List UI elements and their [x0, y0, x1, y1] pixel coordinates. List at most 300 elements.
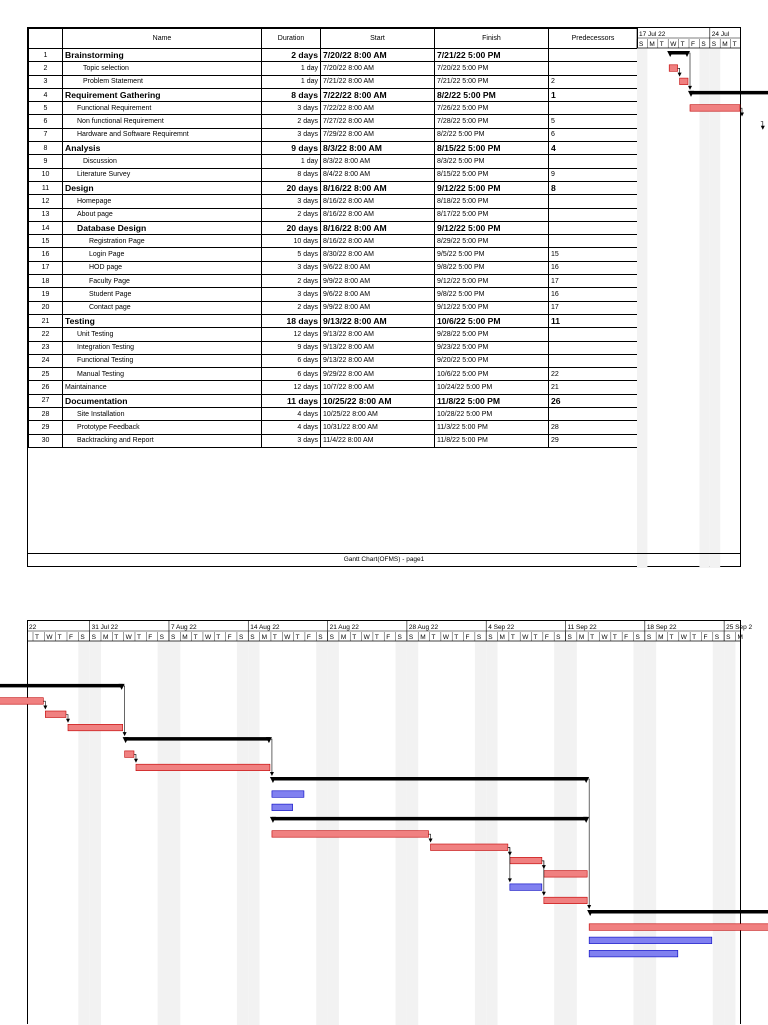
task-start-cell: 8/16/22 8:00 AM: [321, 235, 435, 248]
day-letter: W: [284, 634, 291, 641]
task-table-body: [29, 49, 638, 448]
day-letter: S: [250, 634, 255, 641]
task-predecessors-cell: [549, 49, 638, 62]
table-row: [29, 62, 638, 75]
dependency-arrowhead: [429, 839, 433, 843]
task-duration-cell: 9 days: [262, 341, 321, 354]
day-letter: S: [476, 634, 482, 641]
task-bar: [45, 711, 66, 718]
task-name-cell: Analysis: [63, 142, 262, 155]
day-letter: S: [711, 41, 717, 48]
task-predecessors-cell: [549, 328, 638, 341]
task-finish-cell: 9/20/22 5:00 PM: [435, 354, 549, 367]
table-row: [29, 235, 638, 248]
task-id-cell: 23: [29, 341, 63, 354]
task-bar: [544, 871, 587, 878]
task-bar: [272, 831, 429, 838]
day-letter: T: [612, 634, 617, 641]
task-id-cell: 14: [29, 221, 63, 234]
col-predecessors-header: Predecessors: [549, 29, 638, 49]
table-row: [29, 181, 638, 194]
task-finish-cell: 9/12/22 5:00 PM: [435, 301, 549, 314]
task-duration-cell: 8 days: [262, 88, 321, 101]
task-name-cell: Topic selection: [63, 62, 262, 75]
task-duration-cell: 3 days: [262, 261, 321, 274]
day-letter: S: [701, 41, 706, 48]
day-letter: S: [318, 634, 323, 641]
day-letter: T: [374, 634, 379, 641]
weekend-stripe: [78, 641, 89, 1025]
task-start-cell: 9/29/22 8:00 AM: [321, 368, 435, 381]
week-label: 18 Sep 22: [646, 624, 677, 631]
task-finish-cell: 11/8/22 5:00 PM: [435, 434, 549, 447]
task-id-cell: 5: [29, 102, 63, 115]
task-start-cell: 8/30/22 8:00 AM: [321, 248, 435, 261]
dependency-arrowhead: [740, 113, 744, 117]
table-row: [29, 49, 638, 62]
task-id-cell: 2: [29, 62, 63, 75]
day-letter: S: [556, 634, 561, 641]
day-letter: F: [227, 634, 232, 641]
day-letter: T: [590, 634, 595, 641]
task-finish-cell: 8/17/22 5:00 PM: [435, 208, 549, 221]
task-predecessors-cell: 8: [549, 181, 638, 194]
task-duration-cell: 20 days: [262, 221, 321, 234]
task-finish-cell: 9/12/22 5:00 PM: [435, 221, 549, 234]
task-finish-cell: 8/2/22 5:00 PM: [435, 128, 549, 141]
task-bar: [272, 804, 293, 811]
task-id-cell: 15: [29, 235, 63, 248]
task-id-cell: 10: [29, 168, 63, 181]
col-finish-header: Finish: [435, 29, 549, 49]
task-name-cell: Homepage: [63, 195, 262, 208]
weekend-stripe: [645, 641, 656, 1025]
table-row: [29, 421, 638, 434]
day-letter: T: [114, 634, 119, 641]
task-name-cell: Integration Testing: [63, 341, 262, 354]
table-row: [29, 128, 638, 141]
day-letter: T: [193, 634, 198, 641]
task-duration-cell: 8 days: [262, 168, 321, 181]
task-bar: [544, 897, 587, 904]
task-start-cell: 8/3/22 8:00 AM: [321, 155, 435, 168]
day-letter: T: [454, 634, 459, 641]
task-name-cell: Maintainance: [63, 381, 262, 394]
day-letter: M: [722, 41, 728, 48]
task-predecessors-cell: 21: [549, 381, 638, 394]
day-letter: W: [363, 634, 370, 641]
dependency-line: [587, 779, 589, 906]
day-letter: S: [408, 634, 414, 641]
task-finish-cell: 9/5/22 5:00 PM: [435, 248, 549, 261]
task-name-cell: Documentation: [63, 394, 262, 407]
task-start-cell: 9/9/22 8:00 AM: [321, 275, 435, 288]
task-start-cell: 8/16/22 8:00 AM: [321, 195, 435, 208]
task-duration-cell: 10 days: [262, 235, 321, 248]
weekend-stripe: [248, 641, 259, 1025]
task-id-cell: 16: [29, 248, 63, 261]
day-letter: F: [544, 634, 549, 641]
day-letter: S: [80, 634, 85, 641]
task-id-cell: 24: [29, 354, 63, 367]
task-id-cell: 7: [29, 128, 63, 141]
week-label: 31 Jul 22: [91, 624, 119, 631]
week-label: 11 Sep 22: [567, 624, 597, 631]
task-bar: [690, 105, 740, 112]
task-finish-cell: 9/8/22 5:00 PM: [435, 261, 549, 274]
table-row: [29, 314, 638, 327]
table-row: [29, 208, 638, 221]
task-id-cell: 1: [29, 49, 63, 62]
day-letter: T: [510, 634, 515, 641]
task-bar: [510, 857, 542, 864]
task-predecessors-cell: [549, 341, 638, 354]
task-finish-cell: 9/12/22 5:00 PM: [435, 275, 549, 288]
task-duration-cell: 3 days: [262, 102, 321, 115]
task-name-cell: Problem Statement: [63, 75, 262, 88]
week-label: 24 Jul: [711, 31, 730, 38]
day-letter: T: [352, 634, 357, 641]
task-finish-cell: 8/2/22 5:00 PM: [435, 88, 549, 101]
task-start-cell: 8/16/22 8:00 AM: [321, 221, 435, 234]
task-duration-cell: 2 days: [262, 275, 321, 288]
day-letter: S: [646, 634, 652, 641]
task-predecessors-cell: 26: [549, 394, 638, 407]
task-start-cell: 7/20/22 8:00 AM: [321, 62, 435, 75]
task-predecessors-cell: [549, 221, 638, 234]
weekend-stripe: [158, 641, 169, 1025]
table-row: [29, 168, 638, 181]
table-row: [29, 434, 638, 447]
table-row: [29, 88, 638, 101]
task-duration-cell: 4 days: [262, 408, 321, 421]
dependency-arrowhead: [542, 892, 546, 896]
day-letter: T: [35, 634, 39, 641]
task-predecessors-cell: 15: [549, 248, 638, 261]
task-start-cell: 9/13/22 8:00 AM: [321, 354, 435, 367]
task-start-cell: 9/6/22 8:00 AM: [321, 288, 435, 301]
task-predecessors-cell: 16: [549, 261, 638, 274]
task-name-cell: Brainstorming: [63, 49, 262, 62]
weekend-stripe: [486, 641, 497, 1025]
dependency-arrowhead: [270, 772, 274, 776]
task-finish-cell: 10/6/22 5:00 PM: [435, 314, 549, 327]
task-start-cell: 7/20/22 8:00 AM: [321, 49, 435, 62]
day-letter: S: [635, 634, 640, 641]
task-name-cell: Testing: [63, 314, 262, 327]
gantt-page-1: [27, 27, 741, 567]
task-table: [28, 28, 638, 448]
table-row: [29, 354, 638, 367]
task-start-cell: 9/13/22 8:00 AM: [321, 328, 435, 341]
task-start-cell: 9/13/22 8:00 AM: [321, 341, 435, 354]
task-predecessors-cell: 28: [549, 421, 638, 434]
day-letter: T: [57, 634, 62, 641]
week-label: 25 Sep 2: [726, 624, 753, 631]
task-id-cell: 12: [29, 195, 63, 208]
task-predecessors-cell: 17: [549, 301, 638, 314]
day-letter: F: [703, 634, 708, 641]
table-row: [29, 75, 638, 88]
task-finish-cell: 11/3/22 5:00 PM: [435, 421, 549, 434]
table-row: [29, 195, 638, 208]
task-duration-cell: 6 days: [262, 368, 321, 381]
task-finish-cell: 8/15/22 5:00 PM: [435, 142, 549, 155]
task-name-cell: HOD page: [63, 261, 262, 274]
task-predecessors-cell: [549, 354, 638, 367]
day-letter: F: [68, 634, 73, 641]
week-label: 4 Sep 22: [488, 624, 515, 631]
day-letter: T: [692, 634, 697, 641]
day-letter: M: [340, 634, 347, 641]
task-duration-cell: 3 days: [262, 288, 321, 301]
task-name-cell: Discussion: [63, 155, 262, 168]
col-duration-header: Duration: [262, 29, 321, 49]
task-predecessors-cell: [549, 102, 638, 115]
summary-bar: [272, 817, 587, 821]
day-letter: S: [488, 634, 493, 641]
task-name-cell: Hardware and Software Requiremnt: [63, 128, 262, 141]
dependency-arrowhead: [66, 719, 70, 723]
task-start-cell: 10/7/22 8:00 AM: [321, 381, 435, 394]
task-name-cell: About page: [63, 208, 262, 221]
task-duration-cell: 12 days: [262, 381, 321, 394]
table-row: [29, 261, 638, 274]
task-id-cell: 4: [29, 88, 63, 101]
task-name-cell: Manual Testing: [63, 368, 262, 381]
summary-bar: [0, 684, 123, 688]
task-start-cell: 7/22/22 8:00 AM: [321, 102, 435, 115]
task-predecessors-cell: [549, 195, 638, 208]
day-letter: M: [102, 634, 109, 641]
table-row: [29, 275, 638, 288]
task-finish-cell: 10/28/22 5:00 PM: [435, 408, 549, 421]
day-letter: T: [659, 41, 664, 48]
task-predecessors-cell: [549, 62, 638, 75]
task-finish-cell: 7/21/22 5:00 PM: [435, 49, 549, 62]
task-finish-cell: 9/28/22 5:00 PM: [435, 328, 549, 341]
day-letter: T: [680, 41, 685, 48]
day-letter: M: [499, 634, 505, 641]
table-row: [29, 142, 638, 155]
gantt-chart-page2: [28, 621, 753, 1025]
task-predecessors-cell: 1: [549, 88, 638, 101]
day-letter: T: [272, 634, 277, 641]
page-footer: Gantt Chart(OFMS) - page1: [28, 553, 740, 566]
day-letter: W: [46, 634, 53, 641]
task-table-header: [29, 29, 638, 49]
task-id-cell: 26: [29, 381, 63, 394]
task-start-cell: 8/16/22 8:00 AM: [321, 208, 435, 221]
task-duration-cell: 11 days: [262, 394, 321, 407]
week-label: 28 Aug 22: [408, 624, 439, 631]
day-letter: T: [216, 634, 221, 641]
summary-bar: [589, 910, 768, 914]
task-name-cell: Requirement Gathering: [63, 88, 262, 101]
task-name-cell: Registration Page: [63, 235, 262, 248]
task-id-cell: 6: [29, 115, 63, 128]
task-name-cell: Non functional Requirement: [63, 115, 262, 128]
dependency-arrowhead: [688, 86, 692, 90]
day-letter: W: [601, 634, 608, 641]
task-finish-cell: 7/21/22 5:00 PM: [435, 75, 549, 88]
task-name-cell: Literature Survey: [63, 168, 262, 181]
task-predecessors-cell: 11: [549, 314, 638, 327]
task-finish-cell: 9/8/22 5:00 PM: [435, 288, 549, 301]
task-id-cell: 29: [29, 421, 63, 434]
day-letter: S: [170, 634, 176, 641]
task-finish-cell: 8/15/22 5:00 PM: [435, 168, 549, 181]
task-id-cell: 28: [29, 408, 63, 421]
task-bar: [125, 751, 134, 758]
task-id-cell: 18: [29, 275, 63, 288]
weekend-stripe: [90, 641, 101, 1025]
dependency-arrowhead: [761, 126, 765, 130]
weekend-stripe: [237, 641, 248, 1025]
task-predecessors-cell: 6: [549, 128, 638, 141]
day-letter: F: [148, 634, 153, 641]
task-duration-cell: 2 days: [262, 49, 321, 62]
task-id-cell: 8: [29, 142, 63, 155]
task-duration-cell: 4 days: [262, 421, 321, 434]
task-id-cell: 21: [29, 314, 63, 327]
task-predecessors-cell: [549, 408, 638, 421]
task-name-cell: Login Page: [63, 248, 262, 261]
task-id-cell: 3: [29, 75, 63, 88]
task-start-cell: 7/21/22 8:00 AM: [321, 75, 435, 88]
task-duration-cell: 20 days: [262, 181, 321, 194]
task-duration-cell: 3 days: [262, 434, 321, 447]
task-finish-cell: 8/29/22 5:00 PM: [435, 235, 549, 248]
task-start-cell: 8/16/22 8:00 AM: [321, 181, 435, 194]
task-start-cell: 10/31/22 8:00 AM: [321, 421, 435, 434]
weekend-stripe: [724, 641, 735, 1025]
week-label: 21 Aug 22: [329, 624, 359, 631]
table-row: [29, 155, 638, 168]
task-name-cell: Faculty Page: [63, 275, 262, 288]
task-duration-cell: 9 days: [262, 142, 321, 155]
day-letter: S: [567, 634, 572, 641]
task-start-cell: 7/22/22 8:00 AM: [321, 88, 435, 101]
task-predecessors-cell: [549, 155, 638, 168]
task-id-cell: 17: [29, 261, 63, 274]
dependency-arrowhead: [43, 706, 47, 710]
task-name-cell: Functional Testing: [63, 354, 262, 367]
task-start-cell: 7/27/22 8:00 AM: [321, 115, 435, 128]
day-letter: M: [420, 634, 426, 641]
task-bar: [669, 65, 677, 72]
task-bar: [589, 937, 712, 944]
table-row: [29, 381, 638, 394]
day-letter: S: [238, 634, 244, 641]
table-row: [29, 301, 638, 314]
day-letter: W: [204, 634, 212, 641]
task-predecessors-cell: 2: [549, 75, 638, 88]
weekend-stripe: [169, 641, 180, 1025]
weekend-stripe: [633, 641, 644, 1025]
task-predecessors-cell: 4: [549, 142, 638, 155]
day-letter: W: [522, 634, 529, 641]
table-row: [29, 394, 638, 407]
day-letter: M: [649, 41, 655, 48]
dependency-arrowhead: [134, 759, 138, 763]
task-bar: [510, 884, 542, 891]
day-letter: T: [669, 634, 674, 641]
task-duration-cell: 2 days: [262, 115, 321, 128]
task-id-cell: 25: [29, 368, 63, 381]
day-letter: T: [732, 41, 737, 48]
week-label: 22: [29, 624, 37, 631]
task-duration-cell: 3 days: [262, 128, 321, 141]
task-predecessors-cell: 29: [549, 434, 638, 447]
day-letter: S: [329, 634, 334, 641]
task-id-cell: 20: [29, 301, 63, 314]
task-bar: [680, 78, 688, 85]
day-letter: M: [658, 634, 664, 641]
summary-bar: [272, 777, 587, 781]
task-id-cell: 27: [29, 394, 63, 407]
task-id-cell: 9: [29, 155, 63, 168]
task-name-cell: Prototype Feedback: [63, 421, 262, 434]
dependency-arrowhead: [587, 905, 591, 909]
task-finish-cell: 10/6/22 5:00 PM: [435, 368, 549, 381]
gantt-page-2: [27, 620, 753, 1024]
task-finish-cell: 7/20/22 5:00 PM: [435, 62, 549, 75]
table-row: [29, 115, 638, 128]
task-bar: [68, 724, 123, 731]
task-start-cell: 8/3/22 8:00 AM: [321, 142, 435, 155]
task-id-cell: 30: [29, 434, 63, 447]
week-label: 17 Jul 22: [639, 31, 666, 38]
task-duration-cell: 1 day: [262, 75, 321, 88]
task-finish-cell: 7/26/22 5:00 PM: [435, 102, 549, 115]
task-finish-cell: 8/18/22 5:00 PM: [435, 195, 549, 208]
task-duration-cell: 2 days: [262, 208, 321, 221]
summary-bar: [125, 737, 270, 741]
task-finish-cell: 8/3/22 5:00 PM: [435, 155, 549, 168]
task-name-cell: Functional Requirement: [63, 102, 262, 115]
table-row: [29, 341, 638, 354]
day-letter: F: [624, 634, 629, 641]
task-duration-cell: 18 days: [262, 314, 321, 327]
day-letter: F: [386, 634, 391, 641]
day-letter: M: [578, 634, 585, 641]
table-row: [29, 248, 638, 261]
week-label: 14 Aug 22: [250, 624, 280, 631]
day-letter: M: [737, 634, 743, 641]
weekend-stripe: [566, 641, 577, 1025]
task-duration-cell: 2 days: [262, 301, 321, 314]
weekend-stripe: [710, 48, 720, 568]
task-start-cell: 11/4/22 8:00 AM: [321, 434, 435, 447]
table-row: [29, 288, 638, 301]
task-name-cell: Unit Testing: [63, 328, 262, 341]
task-id-cell: 13: [29, 208, 63, 221]
task-bar: [431, 844, 508, 851]
day-letter: F: [465, 634, 470, 641]
task-bar: [272, 791, 304, 798]
task-id-cell: 11: [29, 181, 63, 194]
task-finish-cell: 9/12/22 5:00 PM: [435, 181, 549, 194]
task-predecessors-cell: 22: [549, 368, 638, 381]
day-letter: W: [680, 634, 687, 641]
task-predecessors-cell: [549, 235, 638, 248]
task-start-cell: 10/25/22 8:00 AM: [321, 408, 435, 421]
dependency-arrowhead: [678, 73, 682, 77]
task-name-cell: Student Page: [63, 288, 262, 301]
task-predecessors-cell: 9: [549, 168, 638, 181]
day-letter: S: [714, 634, 720, 641]
